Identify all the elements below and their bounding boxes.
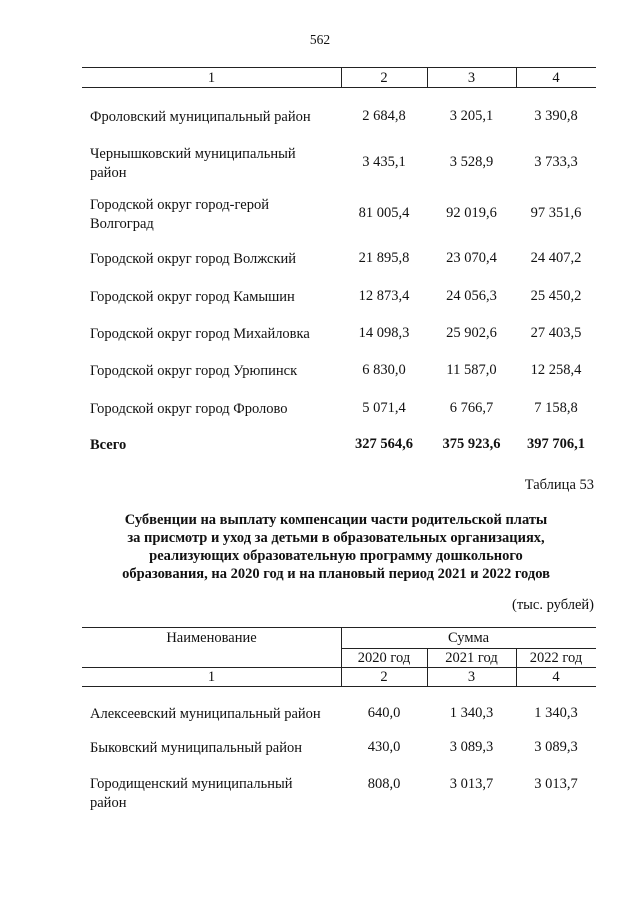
value-2022: 3 089,3 <box>534 739 578 755</box>
year-2020-header: 2020 год <box>357 650 411 666</box>
row-name: Городской округ город Михайловка <box>90 326 310 342</box>
value-2022: 97 351,6 <box>530 205 582 221</box>
value-2020: 3 435,1 <box>362 154 406 170</box>
col-sum-header: Сумма <box>447 630 490 646</box>
table1-col-3: 3 <box>467 70 476 86</box>
units-label: (тыс. рублей) <box>512 597 594 613</box>
value-2022: 3 733,3 <box>534 154 578 170</box>
col-name-header: Наименование <box>166 630 257 646</box>
value-2020: 12 873,4 <box>358 288 410 304</box>
row-name: Быковский муниципальный район <box>90 740 302 756</box>
value-2021: 3 013,7 <box>449 776 494 792</box>
value-2021: 11 587,0 <box>446 362 497 378</box>
page-number: 562 <box>309 32 331 47</box>
value-2022: 3 013,7 <box>534 776 578 792</box>
row-name: Городской округ город Камышин <box>90 289 295 305</box>
value-2022: 1 340,3 <box>534 705 578 721</box>
value-2021: 24 056,3 <box>446 288 497 304</box>
table2-col-4: 4 <box>552 669 560 685</box>
row-name: Алексеевский муниципальный район <box>90 706 321 722</box>
value-2021: 23 070,4 <box>446 250 497 266</box>
row-name: Городской округ город Фролово <box>90 401 288 417</box>
total-label: Всего <box>90 437 127 453</box>
value-2022: 24 407,2 <box>530 250 582 266</box>
value-2021: 3 205,1 <box>449 108 494 124</box>
value-2020: 640,0 <box>367 705 401 721</box>
row-name: Чернышковский муниципальный район <box>90 146 296 181</box>
row-name: Городской округ город Волжский <box>90 251 297 267</box>
value-2022: 7 158,8 <box>534 400 578 416</box>
value-2020: 6 830,0 <box>362 362 406 378</box>
value-2021: 3 089,3 <box>449 739 494 755</box>
value-2022: 3 390,8 <box>534 108 578 124</box>
row-name: Фроловский муниципальный район <box>90 109 311 125</box>
value-2020: 430,0 <box>367 739 401 755</box>
value-2020: 2 684,8 <box>362 108 406 124</box>
row-name: Городской округ город-герой Волгоград <box>90 197 269 232</box>
total-2022: 397 706,1 <box>527 436 585 452</box>
table-label: Таблица 53 <box>524 477 594 493</box>
value-2021: 6 766,7 <box>449 400 494 416</box>
year-2022-header: 2022 год <box>529 650 583 666</box>
table2-col-2: 2 <box>380 669 388 685</box>
value-2022: 12 258,4 <box>530 362 582 378</box>
total-2021: 375 923,6 <box>442 436 501 452</box>
table-title: Субвенции на выплату компенсации части родительской платы за присмотр и уход за детьми в образовательных организациях, реализующих образовательную программу дошкольного образования, на 2020 год и на плановый период 2021 и 2022 годов <box>122 512 550 582</box>
year-2021-header: 2021 год <box>445 650 498 666</box>
value-2022: 25 450,2 <box>530 288 582 304</box>
value-2021: 92 019,6 <box>446 205 497 221</box>
row-name: Городской округ город Урюпинск <box>90 363 298 379</box>
table1-col-1: 1 <box>207 70 216 86</box>
row-name: Городищенский муниципальный район <box>90 776 293 811</box>
value-2020: 5 071,4 <box>362 400 406 416</box>
table1-col-2: 2 <box>380 70 388 86</box>
total-2020: 327 564,6 <box>355 436 413 452</box>
value-2021: 25 902,6 <box>446 325 497 341</box>
value-2022: 27 403,5 <box>530 325 582 341</box>
value-2020: 81 005,4 <box>358 205 410 221</box>
table2-col-1: 1 <box>207 669 216 685</box>
table2-col-3: 3 <box>467 669 476 685</box>
value-2020: 808,0 <box>367 776 401 792</box>
table1-col-4: 4 <box>552 70 560 86</box>
value-2020: 21 895,8 <box>358 250 410 266</box>
value-2021: 3 528,9 <box>449 154 494 170</box>
value-2020: 14 098,3 <box>358 325 410 341</box>
value-2021: 1 340,3 <box>449 705 494 721</box>
